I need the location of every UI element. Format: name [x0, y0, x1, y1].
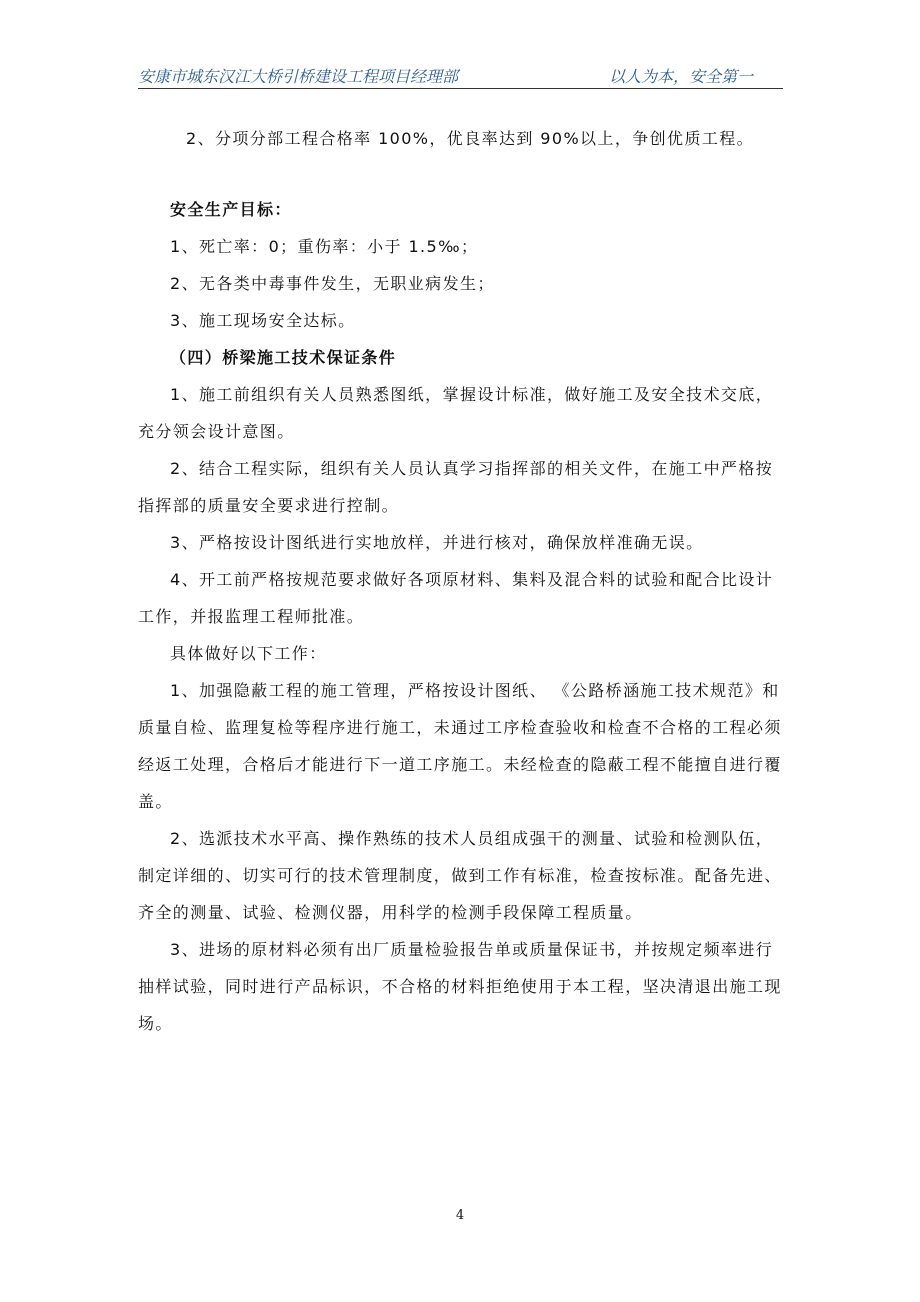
page-header: [138, 62, 783, 89]
condition-item: 2、结合工程实际，组织有关人员认真学习指挥部的相关文件，在施工中严格按指挥部的质量安全要求进行控制。: [138, 459, 774, 515]
header-org: 安康市城东汉江大桥引桥建设工程项目经理部: [138, 67, 459, 86]
document-body: [138, 120, 783, 1042]
safety-title: 安全生产目标：: [170, 200, 292, 219]
work-item: 2、选派技术水平高、操作熟练的技术人员组成强干的测量、试验和检测队伍，制定详细的、切实可行的技术管理制度，做到工作有标准，检查按标准。配备先进、齐全的测量、试验、检测仪器，用科学的检测手段保障工程质量。: [138, 829, 782, 922]
header-motto: 以人为本，安全第一: [608, 67, 753, 86]
condition-item: 1、施工前组织有关人员熟悉图纸，掌握设计标准，做好施工及安全技术交底，充分领会设计意图。: [138, 385, 774, 441]
section-title: （四）桥梁施工技术保证条件: [170, 348, 397, 367]
work-item: 1、加强隐蔽工程的施工管理，严格按设计图纸、 《公路桥涵施工技术规范》和质量自检、监理复检等程序进行施工，未通过工序检查验收和检查不合格的工程必须经返工处理，合格后才能进行下一道工序施工。未经检查的隐蔽工程不能擅自进行覆盖。: [138, 681, 782, 811]
work-intro: 具体做好以下工作：: [170, 644, 327, 663]
condition-item: 4、开工前严格按规范要求做好各项原材料、集料及混合料的试验和配合比设计工作，并报监理工程师批准。: [138, 570, 774, 626]
page-number: 4: [455, 1208, 465, 1223]
work-item: 3、进场的原材料必须有出厂质量检验报告单或质量保证书，并按规定频率进行抽样试验，同时进行产品标识，不合格的材料拒绝使用于本工程，坚决清退出施工现场。: [138, 940, 782, 1033]
safety-item: 2、无各类中毒事件发生，无职业病发生；: [170, 274, 495, 293]
safety-item: 3、施工现场安全达标。: [170, 311, 356, 330]
safety-item: 1、死亡率：0；重伤率：小于 1.5‰；: [170, 237, 479, 256]
condition-item: 3、严格按设计图纸进行实地放样，并进行核对，确保放样准确无误。: [170, 533, 704, 552]
quality-item-2: 2、分项分部工程合格率 100%，优良率达到 90%以上，争创优质工程。: [186, 129, 755, 148]
